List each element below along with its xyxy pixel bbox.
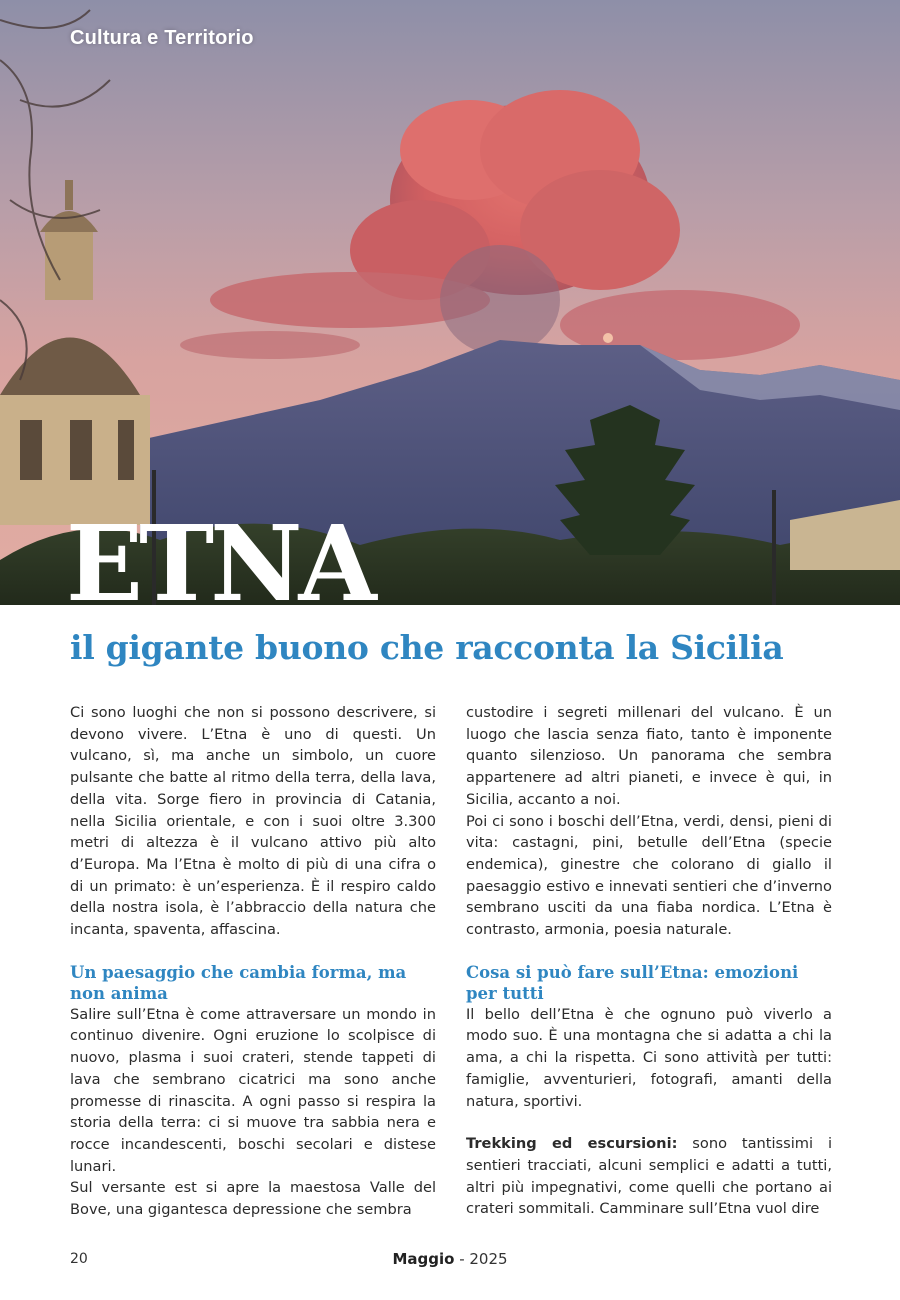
article-subtitle: il gigante buono che racconta la Sicilia — [70, 628, 784, 667]
paragraph: Sul versante est si apre la maestosa Valle del Bove, una gigantesca depressione che sembra — [70, 1179, 436, 1219]
intro-paragraph: Ci sono luoghi che non si possono descrivere, si devono vivere. L’Etna è uno di questi. Un vulcano, sì, ma anche un simbolo, un cuore pulsante che batte al ritmo della terra, della lava, della vita. Sorge fiero in provincia di Catania, nella Sicilia orientale, e con i suoi oltre 3.300 metri di altezza è il vulcano attivo più alto d’Europa. Ma l’Etna è molto di più di una cifra o di un primato: è un’esperienza. È il respiro caldo della nostra isola, è l’abbraccio della natura che incanta, spaventa, affascina. — [70, 704, 436, 939]
paragraph: Salire sull’Etna è come attraversare un mondo in continuo divenire. Ogni eruzione lo scolpisce di nuovo, plasma i suoi crateri, stende tappeti di lava che sembrano cicatrici ma sono anche promesse di rinascita. A ogni passo si respira la storia della terra: ci si muove tra sabbia nera e rocce incandescenti, boschi secolari e distese lunari. — [70, 1005, 436, 1175]
paragraph: Il bello dell’Etna è che ognuno può viverlo a modo suo. È una montagna che si adatta a chi la ama, a chi la rispetta. Ci sono attività per tutti: famiglie, avventurieri, fotografi, amanti della natura, sportivi. — [466, 1005, 832, 1110]
section-heading-paesaggio: Un paesaggio che cambia forma, ma non anima — [70, 962, 407, 1003]
right-column — [466, 702, 832, 1220]
issue-separator: - — [454, 1250, 470, 1268]
section-label: Cultura e Territorio — [70, 27, 254, 49]
page-number: 20 — [70, 1251, 88, 1267]
issue-month: Maggio — [392, 1250, 455, 1268]
paragraph: Poi ci sono i boschi dell’Etna, verdi, densi, pieni di vita: castagni, pini, betulle dell’Etna (specie endemica), ginestre che colorano di giallo il paesaggio estivo e innevati sentieri che d’inverno sembrano usciti da una fiaba nordica. L’Etna è contrasto, armonia, poesia naturale. — [466, 812, 832, 939]
trekking-label: Trekking ed escursioni: — [466, 1135, 678, 1153]
paragraph: custodire i segreti millenari del vulcano. È un luogo che lascia senza fiato, tanto è imponente quanto silenzioso. Un panorama che sembra appartenere ad altri pianeti, e invece è qui, in Sicilia, accanto a noi. — [466, 704, 832, 808]
issue-date — [0, 1250, 900, 1268]
issue-year: 2025 — [469, 1250, 508, 1268]
article-title: ETNA — [66, 502, 373, 625]
left-column — [70, 702, 436, 1221]
section-heading-attivita: Cosa si può fare sull’Etna: emozioni per tutti — [466, 962, 799, 1003]
trekking-text: sono tantissimi i sentieri tracciati, alcuni semplici e adatti a tutti, altri più impegnativi, come quelli che portano ai crateri sommitali. Camminare sull’Etna vuol dire — [466, 1135, 833, 1218]
paragraph-trekking — [466, 1133, 832, 1220]
